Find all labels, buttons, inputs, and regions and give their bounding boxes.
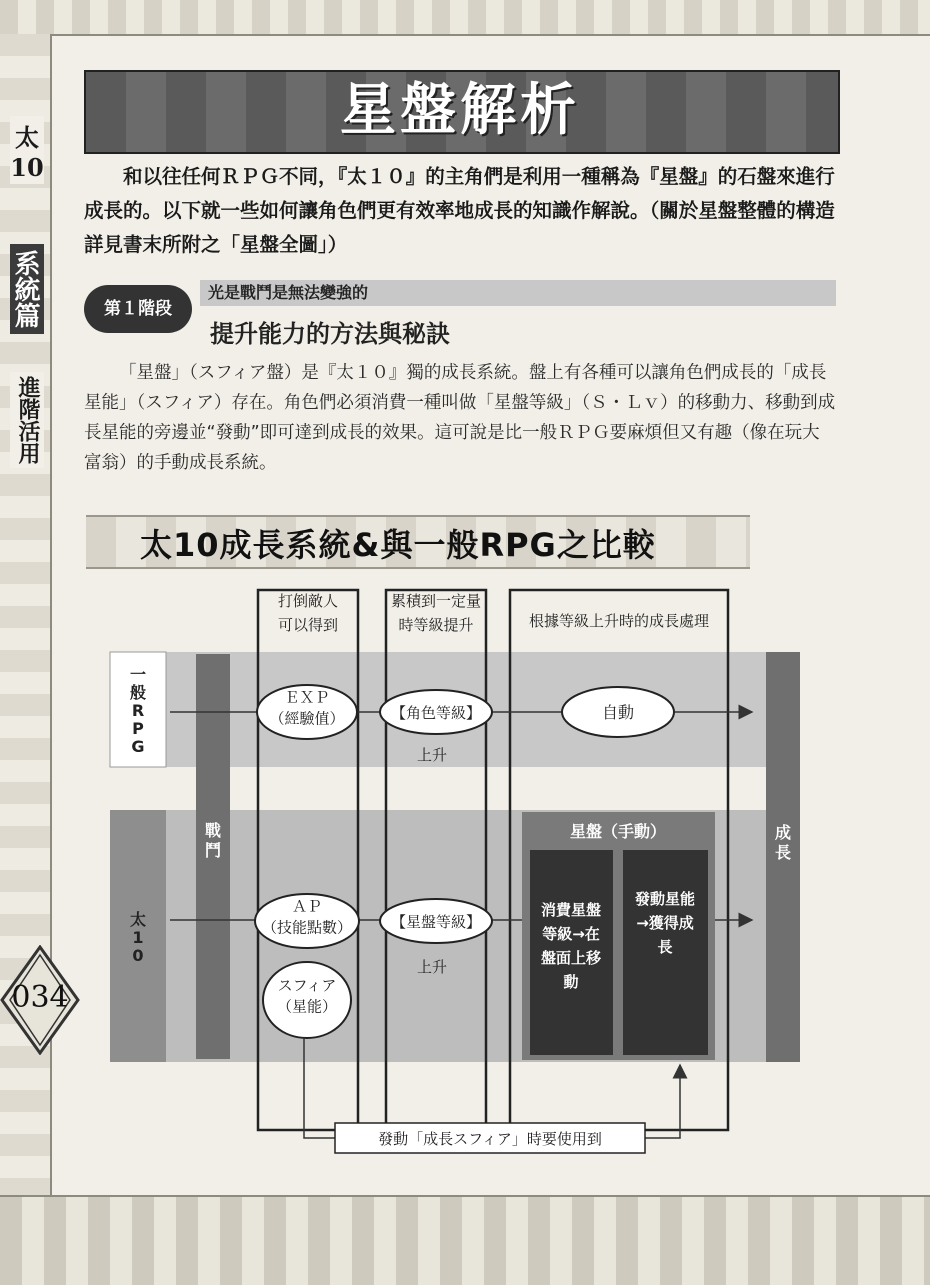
footer-connector-right [645,1065,680,1138]
side-game-label: 太10 [10,116,44,184]
row2-label: 太 1 0 [129,910,147,965]
side-section-label: 進階活用 [10,372,44,468]
ap-label: ＡＰ（技能點數） [261,897,353,937]
auto-label: 自動 [601,703,635,722]
col1-header: 打倒敵人可以得到 [277,592,339,634]
stage-badge: 第１階段 [84,285,192,333]
up-label-2: 上升 [416,958,448,976]
manual-right-text: 發動星能→獲得成長 [634,890,696,956]
stage-subtitle: 光是戰鬥是無法變強的 [200,280,836,306]
intro-paragraph: 和以往任何ＲＰＧ不同，『太１０』的主角們是利用一種稱為『星盤』的石盤來進行成長的。以下就一些如何讓角色們更有效率地成長的知識作解說。（關於星盤整體的構造詳見書末所附之「星盤全圖」） [84,165,835,256]
page-number: 034 [11,980,69,1015]
up-label-1: 上升 [416,746,448,764]
exp-label: ＥＸＰ（經驗值） [269,688,345,728]
col3-header: 根據等級上升時的成長處理 [528,612,710,630]
body-paragraph: 「星盤」（スフィア盤）是『太１０』獨的成長系統。盤上有各種可以讓角色們成長的「成長星能」（スフィア）存在。角色們必須消費一種叫做「星盤等級」（Ｓ・Ｌｖ）的移動力、移動到成長星能的旁邊並“發動”即可達到成長的效果。這可說是比一般ＲＰＧ要麻煩但又有趣（像在玩大富翁）的手動成長系統。 [84,363,836,473]
top-ornament-border [0,0,930,36]
footer-note: 發動「成長スフィア」時要使用到 [378,1130,602,1148]
bottom-ornament-border [0,1195,930,1285]
manual-left-text: 消費星盤等級→在盤面上移動 [540,901,602,991]
char-level-label: 【角色等級】 [390,704,482,722]
battle-label: 戰鬥 [204,821,222,860]
section-title: 太10成長系統&與一般RPG之比較 [140,526,656,564]
col2-header: 累積到一定量時等級提升 [390,592,482,634]
sphere-label: スフィア（星能） [276,976,338,1016]
row1-label: 一般 R P G [129,665,147,756]
growth-label: 成長 [774,823,792,862]
manual-header: 星盤（手動） [569,822,667,841]
side-chapter-label: 系統篇 [10,244,44,334]
stage-title: 提升能力的方法與秘訣 [210,319,450,348]
sphere-level-label: 【星盤等級】 [390,913,482,931]
page-title: 星盤解析 [340,77,580,143]
growth-system-diagram [0,580,930,1180]
